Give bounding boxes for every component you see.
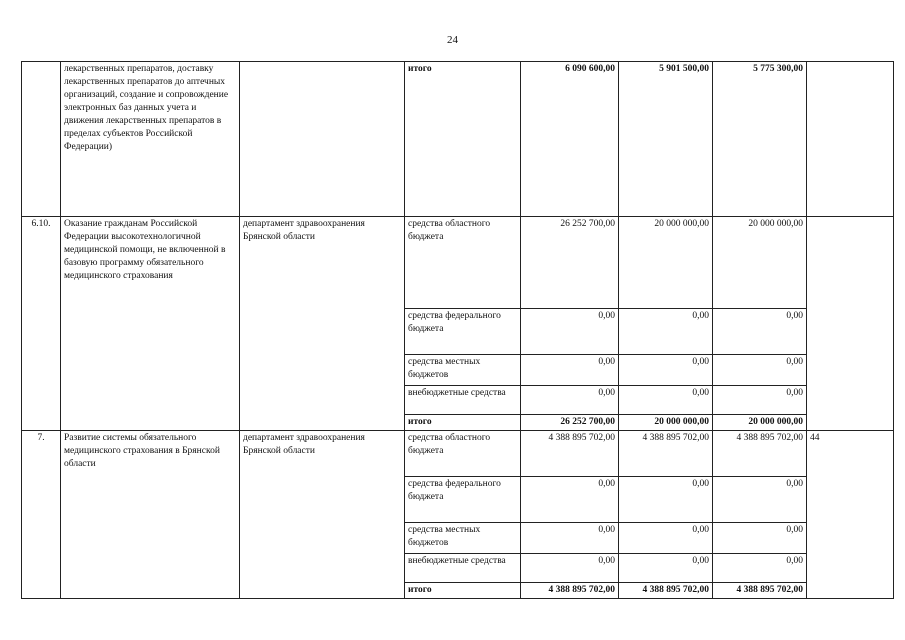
value-year-1: 0,00 (521, 355, 619, 386)
value-year-1: 0,00 (521, 554, 619, 583)
executor-cell (240, 62, 405, 217)
indicator-cell (807, 62, 894, 217)
funding-source: средства областного бюджета (405, 217, 521, 309)
page-number: 24 (447, 34, 458, 46)
funding-source: средства местных бюджетов (405, 355, 521, 386)
value-year-2: 4 388 895 702,00 (619, 431, 713, 477)
value-year-2: 0,00 (619, 355, 713, 386)
value-year-2: 0,00 (619, 477, 713, 523)
funding-source: итого (405, 583, 521, 599)
executor: департамент здравоохранения Брянской области (240, 217, 405, 431)
value-year-2: 0,00 (619, 554, 713, 583)
activity-description: Развитие системы обязательного медицинского страхования в Брянской области (61, 431, 240, 599)
value-year-3: 0,00 (713, 355, 807, 386)
value-year-1: 4 388 895 702,00 (521, 583, 619, 599)
value-year-1: 0,00 (521, 477, 619, 523)
value-year-3: 0,00 (713, 477, 807, 523)
value-year-1: 0,00 (521, 386, 619, 415)
row-number: 7. (22, 431, 61, 599)
value-year-3: 4 388 895 702,00 (713, 583, 807, 599)
value-year-1: 0,00 (521, 309, 619, 355)
value-year-3: 0,00 (713, 386, 807, 415)
funding-source: итого (405, 62, 521, 217)
table-row (22, 62, 894, 217)
value-year-2: 0,00 (619, 309, 713, 355)
value-year-1: 0,00 (521, 523, 619, 554)
value-year-2: 20 000 000,00 (619, 415, 713, 431)
funding-source: средства областного бюджета (405, 431, 521, 477)
funding-source: средства местных бюджетов (405, 523, 521, 554)
activity-description: Оказание гражданам Российской Федерации высокотехнологичной медицинской помощи, не включенной в базовую программу обязательного медицинского страхования (61, 217, 240, 431)
value-year-3: 5 775 300,00 (713, 62, 807, 217)
activity-description: лекарственных препаратов, доставку лекарственных препаратов до аптечных организаций, создание и сопровождение электронных баз данных учета и движения лекарственных препаратов в пределах субъектов Российской Федерации) (61, 62, 240, 217)
funding-source: внебюджетные средства (405, 554, 521, 583)
row-number-cell (22, 62, 61, 217)
funding-source: внебюджетные средства (405, 386, 521, 415)
table-row (22, 217, 894, 309)
indicator-cell (807, 217, 894, 431)
value-year-2: 20 000 000,00 (619, 217, 713, 309)
value-year-3: 0,00 (713, 523, 807, 554)
value-year-2: 4 388 895 702,00 (619, 583, 713, 599)
table-row (22, 431, 894, 477)
value-year-3: 20 000 000,00 (713, 415, 807, 431)
row-number: 6.10. (22, 217, 61, 431)
executor: департамент здравоохранения Брянской области (240, 431, 405, 599)
value-year-1: 4 388 895 702,00 (521, 431, 619, 477)
value-year-2: 5 901 500,00 (619, 62, 713, 217)
value-year-3: 0,00 (713, 309, 807, 355)
budget-table (21, 61, 894, 599)
value-year-3: 20 000 000,00 (713, 217, 807, 309)
value-year-1: 26 252 700,00 (521, 217, 619, 309)
value-year-1: 26 252 700,00 (521, 415, 619, 431)
funding-source: итого (405, 415, 521, 431)
value-year-3: 0,00 (713, 554, 807, 583)
funding-source: средства федерального бюджета (405, 477, 521, 523)
value-year-2: 0,00 (619, 386, 713, 415)
indicator-value: 44 (807, 431, 894, 599)
value-year-1: 6 090 600,00 (521, 62, 619, 217)
value-year-3: 4 388 895 702,00 (713, 431, 807, 477)
value-year-2: 0,00 (619, 523, 713, 554)
funding-source: средства федерального бюджета (405, 309, 521, 355)
